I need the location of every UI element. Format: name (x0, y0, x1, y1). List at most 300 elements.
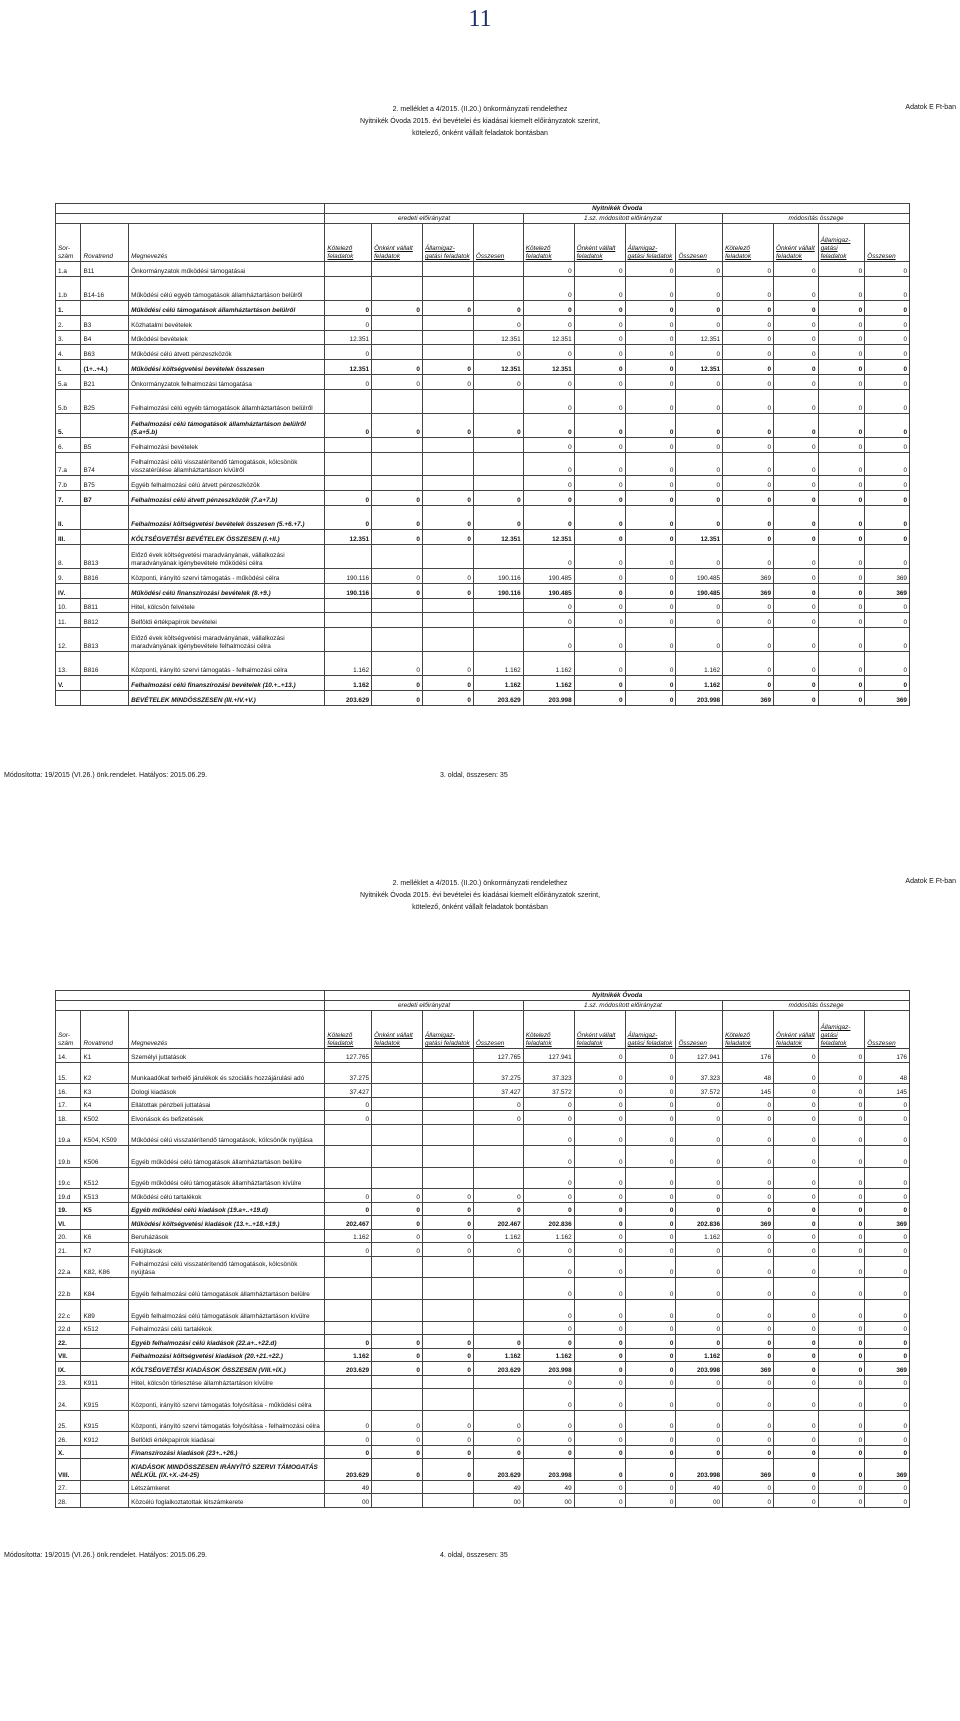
amount-cell: 0 (774, 491, 819, 506)
amount-cell: 0 (625, 476, 676, 491)
amount-cell: 0 (372, 506, 423, 530)
amount-cell: 0 (818, 476, 865, 491)
amount-cell: 0 (523, 1300, 574, 1322)
row-number: I. (56, 360, 81, 375)
amount-cell: 203.629 (325, 1362, 372, 1376)
column-header-row (56, 224, 910, 262)
amount-cell: 0 (723, 390, 774, 414)
row-label: Központi, irányító szervi támogatás folyósítása - működési célra (129, 1389, 325, 1411)
amount-cell (422, 1389, 473, 1411)
report-title-line: 2. melléklet a 4/2015. (II.20.) önkormányzati rendelethez (392, 880, 568, 887)
amount-cell (372, 1124, 423, 1146)
amount-cell: 1.162 (676, 675, 723, 690)
amount-cell: 0 (574, 1278, 625, 1300)
table-row (56, 1111, 910, 1125)
row-label: Működési célú visszatérítendő támogatások, kölcsönök nyújtása (129, 1124, 325, 1146)
amount-cell: 0 (818, 1432, 865, 1446)
report-title-line: kötelező, önként vállalt feladatok bontásban (412, 130, 548, 137)
amount-cell (372, 1049, 423, 1063)
amount-cell: 145 (865, 1084, 910, 1098)
amount-cell: 0 (723, 652, 774, 676)
row-label: Önkormányzatok felhalmozási támogatása (129, 375, 325, 390)
amount-cell: 1.162 (325, 675, 372, 690)
amount-cell (372, 1084, 423, 1098)
amount-cell: 0 (574, 360, 625, 375)
report-title (280, 878, 680, 914)
row-code: K3 (81, 1084, 129, 1098)
row-code: B14-16 (81, 276, 129, 300)
amount-cell: 0 (372, 1202, 423, 1216)
amount-cell: 0 (523, 506, 574, 530)
amount-cell: 0 (625, 544, 676, 568)
amount-cell: 0 (625, 1111, 676, 1125)
amount-cell: 0 (676, 613, 723, 628)
amount-cell: 0 (723, 1494, 774, 1508)
row-code: (1+..+4.) (81, 360, 129, 375)
row-number: 19.c (56, 1167, 81, 1189)
amount-cell: 12.351 (676, 530, 723, 545)
row-code: K82, K86 (81, 1256, 129, 1278)
table-row (56, 491, 910, 506)
row-label: Központi, irányító szervi támogatás - működési célra (129, 568, 325, 583)
amount-cell: 0 (325, 1410, 372, 1432)
amount-cell: 0 (372, 1362, 423, 1376)
amount-cell: 202.836 (676, 1216, 723, 1230)
row-code: B813 (81, 544, 129, 568)
amount-cell: 0 (422, 375, 473, 390)
amount-cell: 0 (625, 491, 676, 506)
amount-cell: 0 (865, 1389, 910, 1411)
amount-cell: 0 (574, 1445, 625, 1459)
amount-cell: 0 (422, 1243, 473, 1257)
amount-cell: 0 (574, 1335, 625, 1349)
amount-cell: 0 (523, 1278, 574, 1300)
amount-cell: 0 (372, 1459, 423, 1481)
amount-cell: 0 (723, 1445, 774, 1459)
amount-cell: 37.323 (523, 1062, 574, 1084)
amount-cell: 1.162 (523, 1348, 574, 1362)
amount-cell: 203.998 (523, 690, 574, 705)
amount-cell (422, 330, 473, 345)
amount-cell: 49 (325, 1480, 372, 1494)
amount-cell: 0 (865, 1335, 910, 1349)
row-code (81, 583, 129, 598)
amount-cell: 0 (818, 262, 865, 277)
amount-cell (473, 1146, 523, 1168)
amount-cell: 0 (625, 1146, 676, 1168)
amount-cell (473, 544, 523, 568)
row-label: Egyéb felhalmozási célú átvett pénzeszközök (129, 476, 325, 491)
column-header: Kötelező feladatok (723, 224, 774, 262)
row-label: Hitel, kölcsön törlesztése államháztartáson kívülre (129, 1375, 325, 1389)
amount-cell: 0 (574, 628, 625, 652)
amount-cell: 0 (676, 1389, 723, 1411)
amount-cell: 12.351 (473, 360, 523, 375)
amount-cell: 0 (676, 437, 723, 452)
amount-cell: 0 (372, 690, 423, 705)
amount-cell (372, 1111, 423, 1125)
amount-cell: 0 (774, 1049, 819, 1063)
amount-cell: 0 (676, 1321, 723, 1335)
amount-cell (325, 476, 372, 491)
amount-cell (422, 1300, 473, 1322)
amount-cell: 0 (676, 262, 723, 277)
amount-cell: 0 (774, 452, 819, 476)
amount-cell: 48 (723, 1062, 774, 1084)
row-code: K7 (81, 1243, 129, 1257)
amount-cell: 0 (774, 1335, 819, 1349)
amount-cell: 0 (625, 1335, 676, 1349)
column-group-header: módosítás összege (723, 214, 910, 224)
amount-cell (372, 1167, 423, 1189)
row-number: 23. (56, 1375, 81, 1389)
amount-cell: 0 (723, 613, 774, 628)
row-code: B4 (81, 330, 129, 345)
amount-cell: 1.162 (523, 652, 574, 676)
amount-cell: 0 (774, 506, 819, 530)
amount-cell: 0 (325, 1111, 372, 1125)
column-header: Megnevezés (129, 224, 325, 262)
amount-cell: 0 (473, 300, 523, 315)
amount-cell (372, 345, 423, 360)
amount-cell: 369 (865, 1362, 910, 1376)
amount-cell: 0 (574, 300, 625, 315)
amount-cell (372, 276, 423, 300)
amount-cell (325, 598, 372, 613)
amount-cell: 0 (574, 1480, 625, 1494)
blank-cell (56, 204, 325, 214)
row-label: Felhalmozási célú egyéb támogatások államháztartáson belülről (129, 390, 325, 414)
group-header-row (56, 1001, 910, 1011)
amount-cell: 0 (574, 1348, 625, 1362)
row-code: K84 (81, 1278, 129, 1300)
amount-cell: 0 (818, 613, 865, 628)
amount-cell: 0 (422, 568, 473, 583)
row-code: B74 (81, 452, 129, 476)
amount-cell: 0 (574, 530, 625, 545)
amount-cell: 0 (625, 1321, 676, 1335)
amount-cell: 0 (625, 1375, 676, 1389)
amount-cell: 0 (574, 1410, 625, 1432)
amount-cell: 0 (723, 530, 774, 545)
report-title-line: Nyitnikék Óvoda 2015. évi bevételei és kiadásai kiemelt előirányzatok szerint, (359, 118, 601, 125)
amount-cell (325, 544, 372, 568)
amount-cell: 0 (865, 491, 910, 506)
row-number: IX. (56, 1362, 81, 1376)
amount-cell: 0 (422, 1189, 473, 1203)
amount-cell (372, 1321, 423, 1335)
table-row (56, 544, 910, 568)
amount-cell: 0 (723, 1146, 774, 1168)
row-number: V. (56, 675, 81, 690)
row-number: 22.a (56, 1256, 81, 1278)
amount-cell: 0 (774, 345, 819, 360)
amount-cell: 0 (574, 613, 625, 628)
amount-cell: 369 (865, 690, 910, 705)
row-code (81, 300, 129, 315)
row-number: 1. (56, 300, 81, 315)
amount-cell (422, 315, 473, 330)
row-code: K4 (81, 1097, 129, 1111)
amount-cell: 190.485 (523, 583, 574, 598)
row-code: K911 (81, 1375, 129, 1389)
amount-cell: 0 (574, 1189, 625, 1203)
amount-cell: 0 (523, 1167, 574, 1189)
amount-cell (473, 613, 523, 628)
table-row (56, 1389, 910, 1411)
amount-cell (473, 628, 523, 652)
table-row (56, 1348, 910, 1362)
row-label: Felhalmozási bevételek (129, 437, 325, 452)
table-row (56, 315, 910, 330)
amount-cell (372, 262, 423, 277)
amount-cell: 0 (865, 262, 910, 277)
amount-cell (422, 1278, 473, 1300)
row-number: III. (56, 530, 81, 545)
amount-cell: 0 (676, 491, 723, 506)
row-number: 3. (56, 330, 81, 345)
amount-cell: 0 (723, 1321, 774, 1335)
amount-cell: 0 (865, 1202, 910, 1216)
amount-cell: 0 (422, 1445, 473, 1459)
amount-cell: 0 (818, 390, 865, 414)
row-number: 22.b (56, 1278, 81, 1300)
row-number: 7.a (56, 452, 81, 476)
amount-cell: 0 (422, 300, 473, 315)
row-code (81, 530, 129, 545)
amount-cell: 369 (723, 583, 774, 598)
row-label: Működési célú átvett pénzeszközök (129, 345, 325, 360)
table-row (56, 1321, 910, 1335)
amount-cell: 0 (422, 1229, 473, 1243)
amount-cell: 0 (473, 1335, 523, 1349)
unit-note: Adatok E Ft-ban (905, 104, 956, 111)
amount-cell: 0 (574, 1256, 625, 1278)
amount-cell: 202.467 (325, 1216, 372, 1230)
amount-cell: 0 (723, 1335, 774, 1349)
amount-cell: 0 (372, 300, 423, 315)
amount-cell (325, 613, 372, 628)
row-label: Felhalmozási célú támogatások államháztartáson belülről (5.a+5.b) (129, 413, 325, 437)
amount-cell: 1.162 (325, 652, 372, 676)
amount-cell: 0 (625, 1278, 676, 1300)
row-label: Működési célú finanszírozási bevételek (8.+9.) (129, 583, 325, 598)
amount-cell: 0 (774, 1278, 819, 1300)
row-number: 10. (56, 598, 81, 613)
amount-cell: 0 (774, 544, 819, 568)
amount-cell: 0 (676, 1097, 723, 1111)
amount-cell: 1.162 (473, 652, 523, 676)
row-label: Létszámkeret (129, 1480, 325, 1494)
amount-cell (422, 1062, 473, 1084)
unit-note: Adatok E Ft-ban (905, 878, 956, 885)
amount-cell: 0 (422, 652, 473, 676)
amount-cell (473, 1300, 523, 1322)
amount-cell: 0 (774, 1389, 819, 1411)
amount-cell: 0 (774, 390, 819, 414)
group-header-row (56, 214, 910, 224)
amount-cell: 0 (865, 375, 910, 390)
amount-cell: 0 (818, 583, 865, 598)
amount-cell: 0 (865, 1432, 910, 1446)
amount-cell: 0 (865, 1410, 910, 1432)
row-code: K502 (81, 1111, 129, 1125)
amount-cell: 0 (723, 1300, 774, 1322)
column-header: Önként vállalt feladatok (774, 224, 819, 262)
amount-cell: 0 (865, 1256, 910, 1278)
amount-cell: 0 (676, 300, 723, 315)
budget-table (55, 990, 910, 1508)
amount-cell: 0 (818, 1189, 865, 1203)
amount-cell: 0 (473, 1111, 523, 1125)
amount-cell: 0 (818, 360, 865, 375)
amount-cell: 0 (676, 628, 723, 652)
amount-cell: 0 (723, 1432, 774, 1446)
table-row (56, 1459, 910, 1481)
row-label: Felújítások (129, 1243, 325, 1257)
amount-cell (372, 598, 423, 613)
amount-cell: 0 (774, 1243, 819, 1257)
amount-cell: 0 (574, 330, 625, 345)
amount-cell (372, 1480, 423, 1494)
amount-cell: 0 (625, 1348, 676, 1362)
row-code: K512 (81, 1321, 129, 1335)
amount-cell: 0 (865, 1300, 910, 1322)
row-label: KÖLTSÉGVETÉSI KIADÁSOK ÖSSZESEN (VIII.+IX.) (129, 1362, 325, 1376)
amount-cell: 0 (723, 437, 774, 452)
amount-cell: 0 (372, 675, 423, 690)
table-row (56, 1335, 910, 1349)
amount-cell: 0 (473, 1445, 523, 1459)
amount-cell: 0 (523, 1256, 574, 1278)
amount-cell (473, 390, 523, 414)
amount-cell: 203.629 (473, 690, 523, 705)
amount-cell: 0 (818, 1348, 865, 1362)
row-label: Közhatalmi bevételek (129, 315, 325, 330)
amount-cell: 0 (625, 1062, 676, 1084)
amount-cell: 0 (676, 1300, 723, 1322)
row-code (81, 1216, 129, 1230)
amount-cell: 0 (523, 1146, 574, 1168)
amount-cell: 0 (676, 1278, 723, 1300)
amount-cell: 0 (523, 628, 574, 652)
amount-cell: 0 (523, 1389, 574, 1411)
amount-cell: 0 (422, 491, 473, 506)
row-number: 16. (56, 1084, 81, 1098)
amount-cell: 0 (865, 628, 910, 652)
amount-cell: 0 (325, 1243, 372, 1257)
amount-cell: 0 (625, 1189, 676, 1203)
row-number: 17. (56, 1097, 81, 1111)
amount-cell: 0 (523, 413, 574, 437)
amount-cell: 0 (723, 628, 774, 652)
amount-cell (422, 598, 473, 613)
amount-cell: 203.629 (325, 690, 372, 705)
amount-cell: 0 (574, 1124, 625, 1146)
amount-cell: 0 (422, 530, 473, 545)
amount-cell (473, 1389, 523, 1411)
row-label: Belföldi értékpapírok kiadásai (129, 1432, 325, 1446)
amount-cell: 190.485 (676, 568, 723, 583)
row-code: B7 (81, 491, 129, 506)
row-code (81, 690, 129, 705)
amount-cell: 0 (523, 276, 574, 300)
amount-cell: 0 (676, 506, 723, 530)
footer-page-count: 4. oldal, összesen: 35 (440, 1552, 508, 1559)
amount-cell: 12.351 (325, 330, 372, 345)
amount-cell: 0 (818, 675, 865, 690)
row-code (81, 1362, 129, 1376)
amount-cell (422, 1256, 473, 1278)
amount-cell: 1.162 (523, 1229, 574, 1243)
amount-cell: 0 (774, 652, 819, 676)
amount-cell: 0 (865, 1097, 910, 1111)
amount-cell: 1.162 (676, 1229, 723, 1243)
column-header: Kötelező feladatok (723, 1011, 774, 1049)
column-header: Rovatrend (81, 1011, 129, 1049)
amount-cell: 0 (372, 1432, 423, 1446)
amount-cell: 0 (372, 1216, 423, 1230)
column-header: Kötelező feladatok (325, 224, 372, 262)
amount-cell: 0 (325, 345, 372, 360)
amount-cell: 0 (865, 613, 910, 628)
amount-cell: 0 (523, 300, 574, 315)
amount-cell: 0 (774, 1097, 819, 1111)
amount-cell: 0 (372, 360, 423, 375)
document-page-3 (0, 0, 960, 860)
row-number: 1.a (56, 262, 81, 277)
amount-cell (325, 1256, 372, 1278)
amount-cell: 0 (723, 1410, 774, 1432)
amount-cell: 0 (723, 345, 774, 360)
report-title-line: 2. melléklet a 4/2015. (II.20.) önkormányzati rendelethez (392, 106, 568, 113)
column-header: Államigaz-gatási feladatok (422, 224, 473, 262)
amount-cell (422, 1375, 473, 1389)
amount-cell: 49 (523, 1480, 574, 1494)
amount-cell: 1.162 (523, 675, 574, 690)
amount-cell: 0 (774, 568, 819, 583)
amount-cell: 0 (865, 544, 910, 568)
amount-cell: 0 (676, 1189, 723, 1203)
amount-cell (372, 1494, 423, 1508)
row-label: Közcélú foglalkoztatottak létszámkerete (129, 1494, 325, 1508)
amount-cell: 0 (473, 315, 523, 330)
amount-cell: 0 (574, 675, 625, 690)
amount-cell: 0 (865, 1321, 910, 1335)
amount-cell: 0 (818, 1256, 865, 1278)
amount-cell (372, 437, 423, 452)
blank-cell (56, 991, 325, 1001)
amount-cell: 0 (625, 568, 676, 583)
column-header: Önként vállalt feladatok (372, 1011, 423, 1049)
amount-cell: 0 (574, 1097, 625, 1111)
page-footer (4, 1552, 564, 1559)
row-label: Hitel, kölcsön felvétele (129, 598, 325, 613)
row-code: B816 (81, 652, 129, 676)
amount-cell: 0 (774, 437, 819, 452)
row-code: B21 (81, 375, 129, 390)
amount-cell: 0 (723, 452, 774, 476)
amount-cell: 0 (676, 476, 723, 491)
amount-cell: 0 (574, 1389, 625, 1411)
amount-cell: 0 (523, 1111, 574, 1125)
amount-cell: 0 (574, 1362, 625, 1376)
table-row (56, 568, 910, 583)
amount-cell: 0 (865, 1229, 910, 1243)
column-header: Sor-szám (56, 224, 81, 262)
amount-cell: 0 (865, 1480, 910, 1494)
amount-cell: 0 (574, 1084, 625, 1098)
